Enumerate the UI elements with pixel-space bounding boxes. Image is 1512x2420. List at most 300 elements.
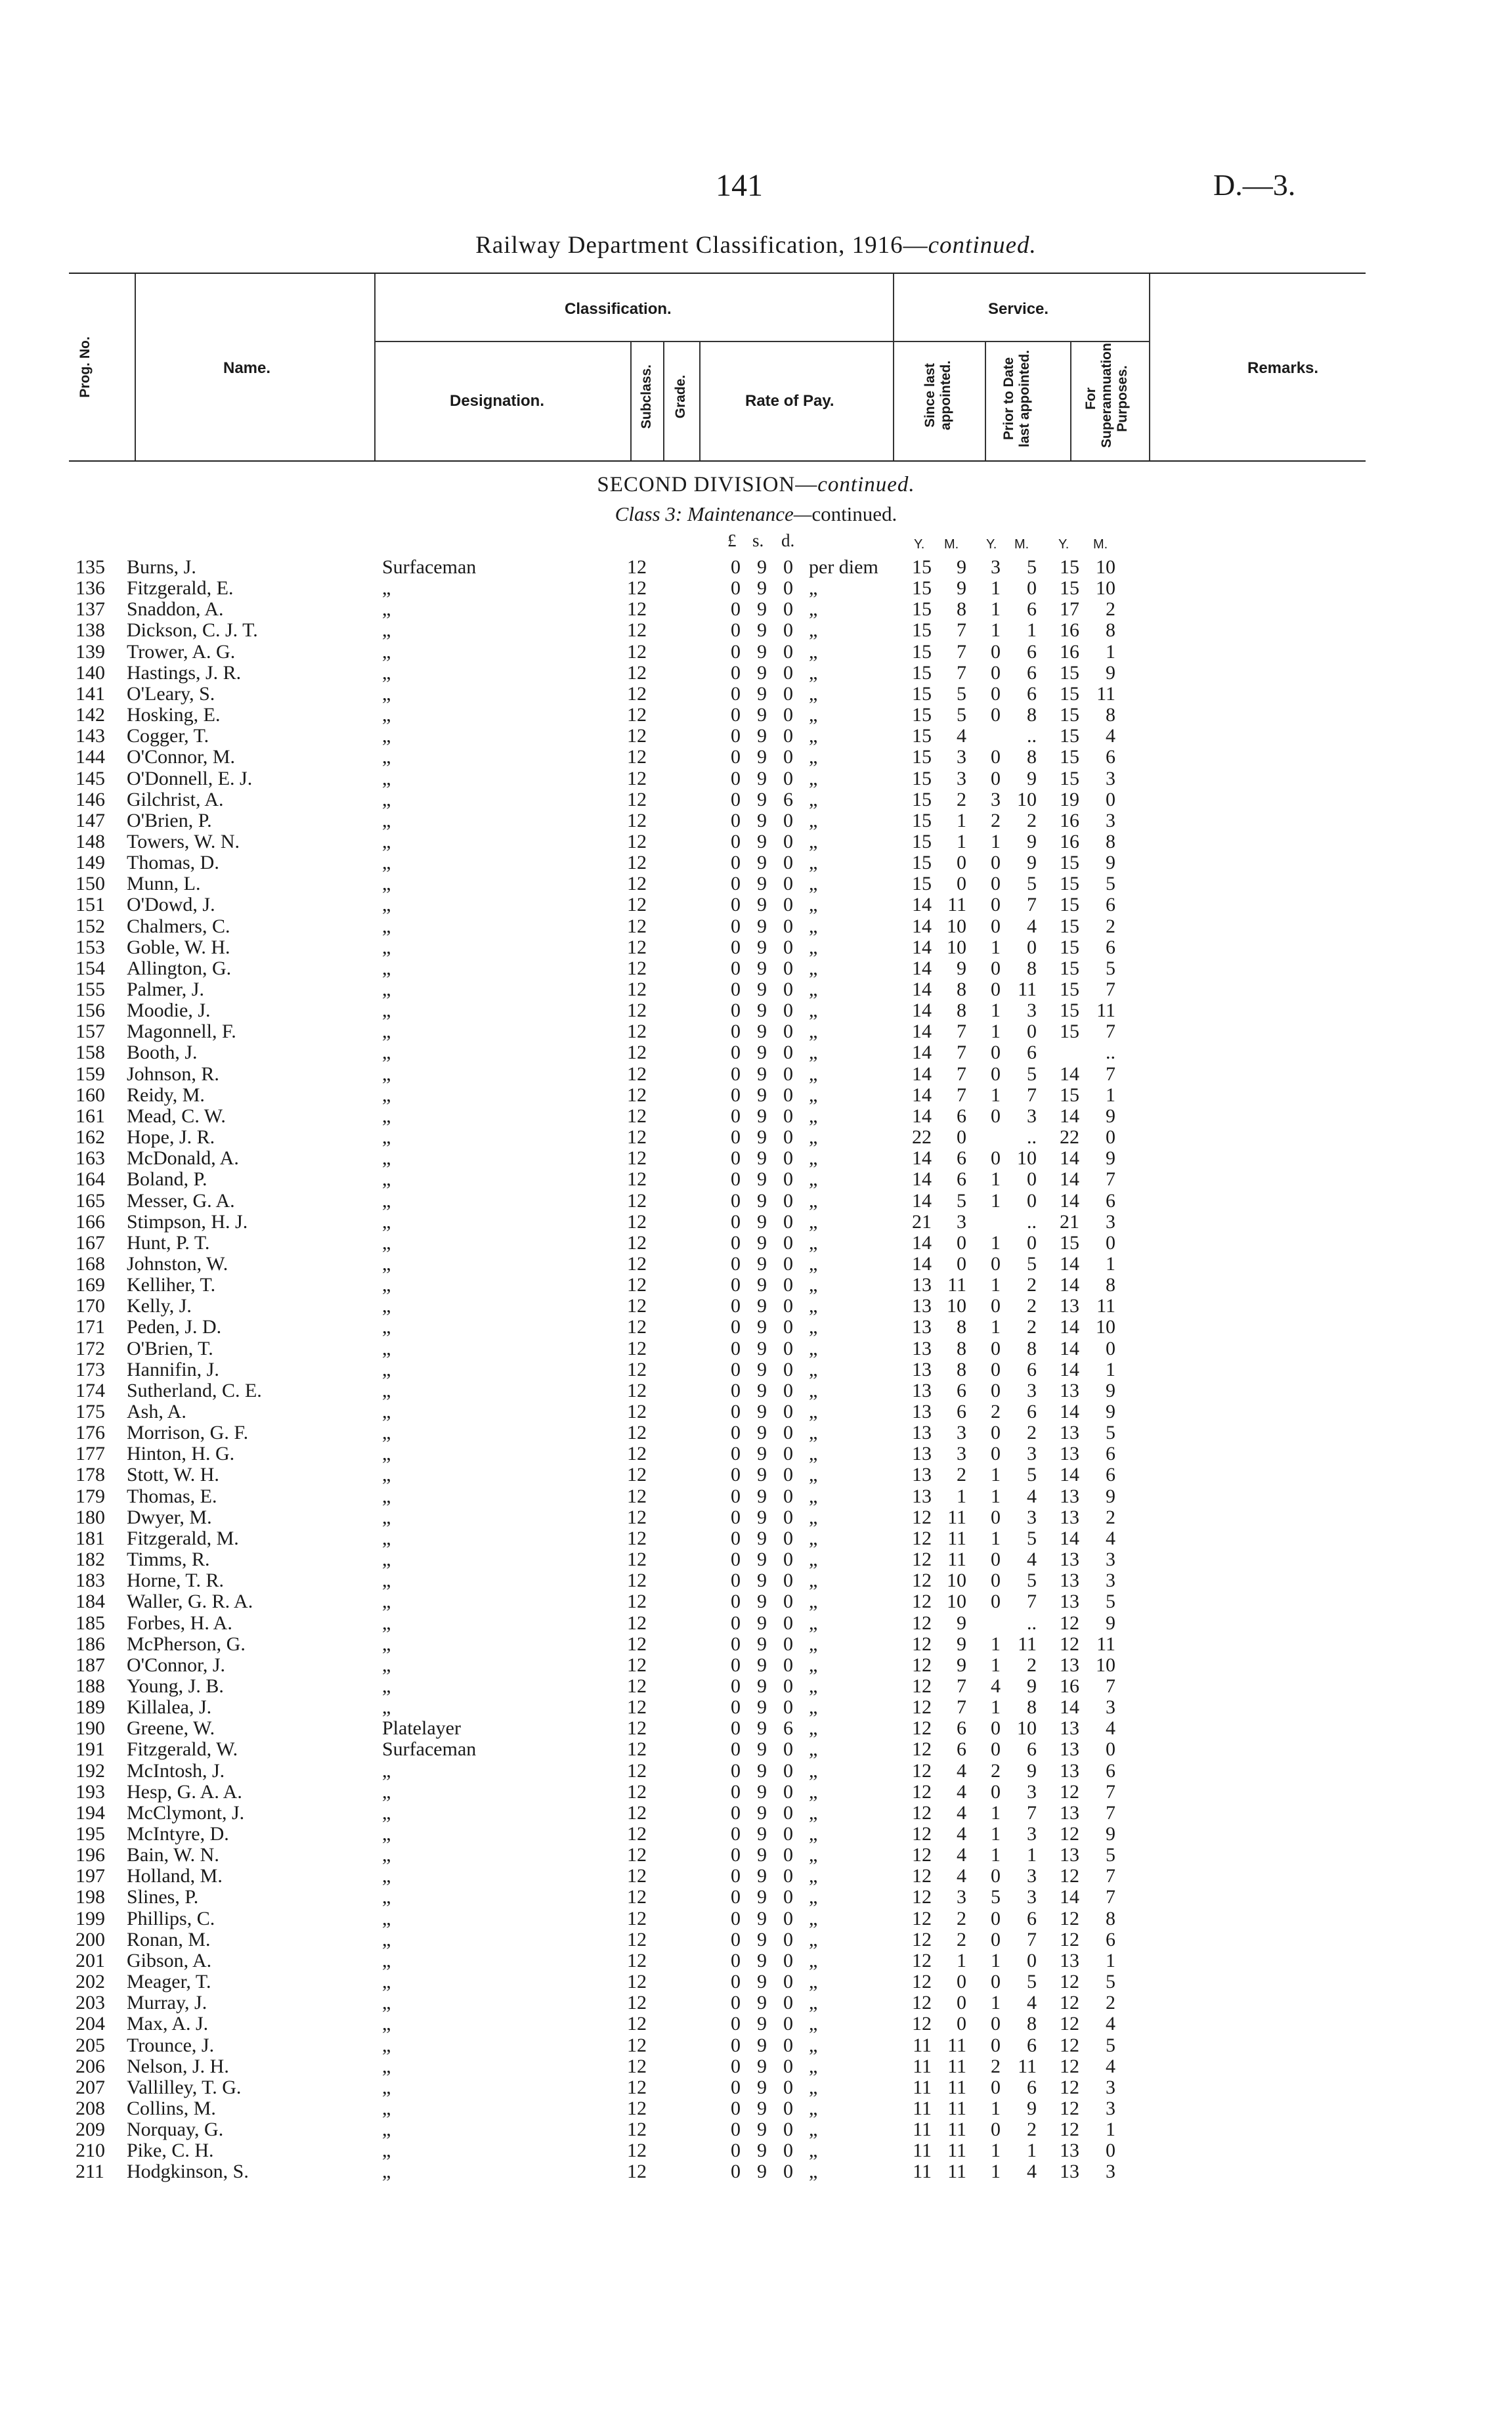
cell-super-years: 12 — [1060, 2013, 1079, 2035]
cell-super-months: 7 — [1106, 1021, 1115, 1043]
cell-name: Burns, J. — [127, 556, 196, 578]
cell-subclass: 12 — [627, 1295, 647, 1317]
table-row — [0, 1380, 1512, 1401]
cell-prog-no: 140 — [76, 661, 105, 684]
cell-designation: „ — [382, 1823, 391, 1845]
table-row — [0, 1887, 1512, 1908]
table-row — [0, 831, 1512, 852]
cell-prog-no: 162 — [76, 1126, 105, 1149]
cell-pay-shillings: 9 — [757, 873, 767, 895]
cell-since-years: 12 — [912, 1780, 932, 1803]
cell-pay-period: „ — [809, 1886, 818, 1908]
cell-name: O'Brien, T. — [127, 1337, 213, 1359]
cell-since-years: 14 — [912, 1042, 932, 1064]
cell-pay-pounds: 0 — [731, 2097, 741, 2119]
cell-pay-pence: 0 — [783, 1189, 793, 1212]
cell-since-years: 15 — [912, 598, 932, 621]
cell-pay-period: „ — [809, 1084, 818, 1106]
cell-pay-pence: 0 — [783, 682, 793, 705]
cell-prior-months: 3 — [1027, 1865, 1037, 1887]
cell-name: Slines, P. — [127, 1886, 199, 1908]
cell-name: O'Brien, P. — [127, 809, 212, 831]
cell-super-months: 3 — [1106, 1549, 1115, 1571]
cell-subclass: 12 — [627, 1401, 647, 1422]
table-row — [0, 1443, 1512, 1464]
cell-designation: „ — [382, 1358, 391, 1380]
table-row — [0, 1845, 1512, 1866]
cell-designation: „ — [382, 1252, 391, 1275]
cell-pay-shillings: 9 — [757, 1506, 767, 1528]
cell-pay-pounds: 0 — [731, 1105, 741, 1127]
cell-pay-pence: 0 — [783, 640, 793, 663]
document-code: D.—3. — [1213, 168, 1296, 202]
divider — [1070, 341, 1071, 460]
cell-prior-years: 1 — [991, 1801, 1001, 1824]
cell-prog-no: 147 — [76, 809, 105, 831]
cell-name: Bain, W. N. — [127, 1844, 219, 1866]
cell-prior-years: 0 — [991, 767, 1001, 789]
cell-pay-pounds: 0 — [731, 1358, 741, 1380]
cell-super-months: 7 — [1106, 1865, 1115, 1887]
cell-since-years: 14 — [912, 915, 932, 937]
cell-since-years: 15 — [912, 852, 932, 874]
cell-super-years: 15 — [1060, 979, 1079, 1000]
cell-subclass: 12 — [627, 1337, 647, 1359]
cell-pay-period: „ — [809, 1379, 818, 1401]
cell-pay-period: „ — [809, 1527, 818, 1549]
cell-prior-years: 0 — [991, 746, 1001, 768]
cell-since-months: 8 — [957, 979, 966, 1000]
cell-pay-shillings: 9 — [757, 1612, 767, 1634]
cell-super-months: 6 — [1106, 1928, 1115, 1950]
cell-name: Waller, G. R. A. — [127, 1591, 253, 1613]
cell-since-years: 22 — [912, 1126, 932, 1149]
cell-prior-months: 9 — [1027, 1759, 1037, 1782]
cell-name: Thomas, D. — [127, 852, 219, 874]
cell-name: Hunt, P. T. — [127, 1231, 210, 1254]
cell-prog-no: 157 — [76, 1021, 105, 1043]
cell-super-months: 9 — [1106, 852, 1115, 874]
cell-super-years: 13 — [1060, 1295, 1079, 1317]
cell-prog-no: 163 — [76, 1147, 105, 1170]
cell-pay-pence: 0 — [783, 1633, 793, 1655]
cell-pay-pounds: 0 — [731, 2055, 741, 2077]
cell-since-years: 12 — [912, 1844, 932, 1866]
cell-subclass: 12 — [627, 1316, 647, 1338]
cell-pay-shillings: 9 — [757, 2013, 767, 2035]
header-for-superannuation: For Superannuation Purposes. — [1083, 343, 1130, 448]
cell-prog-no: 143 — [76, 725, 105, 747]
cell-prog-no: 193 — [76, 1780, 105, 1803]
cell-pay-pence: 0 — [783, 1928, 793, 1950]
cell-pay-shillings: 9 — [757, 1633, 767, 1655]
cell-since-years: 12 — [912, 1675, 932, 1697]
cell-designation: „ — [382, 1886, 391, 1908]
cell-name: Trounce, J. — [127, 2034, 215, 2056]
cell-designation: „ — [382, 1591, 391, 1613]
cell-super-years: 12 — [1060, 1907, 1079, 1929]
divider — [135, 274, 136, 460]
cell-pay-period: „ — [809, 1738, 818, 1761]
header-grade: Grade. — [673, 374, 688, 419]
cell-pay-pounds: 0 — [731, 1612, 741, 1634]
cell-subclass: 12 — [627, 1823, 647, 1845]
cell-pay-period: „ — [809, 830, 818, 852]
cell-since-years: 13 — [912, 1337, 932, 1359]
cell-subclass: 12 — [627, 1907, 647, 1929]
cell-since-years: 15 — [912, 809, 932, 831]
cell-pay-pence: 0 — [783, 1042, 793, 1064]
cell-prior-months: 4 — [1027, 1992, 1037, 2014]
cell-prior-years: 1 — [991, 936, 1001, 958]
cell-pay-pence: 0 — [783, 2076, 793, 2098]
cell-pay-pence: 0 — [783, 1780, 793, 1803]
cell-subclass: 12 — [627, 788, 647, 810]
cell-prog-no: 169 — [76, 1274, 105, 1296]
cell-since-months: 0 — [957, 1971, 966, 1993]
table-row — [0, 789, 1512, 810]
cell-super-months: 8 — [1106, 704, 1115, 726]
cell-designation: „ — [382, 725, 391, 747]
cell-designation: „ — [382, 1168, 391, 1191]
cell-prior-years: 0 — [991, 2076, 1001, 2098]
cell-designation: „ — [382, 979, 391, 1000]
cell-prior-years: 0 — [991, 1042, 1001, 1064]
cell-since-years: 11 — [913, 2034, 932, 2056]
cell-pay-pounds: 0 — [731, 1443, 741, 1465]
cell-prior-years: 1 — [991, 1464, 1001, 1486]
cell-pay-pounds: 0 — [731, 1823, 741, 1845]
cell-super-months: 4 — [1106, 2055, 1115, 2077]
cell-prior-years: 0 — [991, 1295, 1001, 1317]
cell-pay-period: „ — [809, 894, 818, 916]
cell-name: Phillips, C. — [127, 1907, 215, 1929]
table-row — [0, 1676, 1512, 1697]
cell-super-years: 13 — [1060, 1801, 1079, 1824]
cell-since-years: 12 — [912, 1801, 932, 1824]
cell-super-months: 8 — [1106, 830, 1115, 852]
cell-name: McClymont, J. — [127, 1801, 245, 1824]
cell-pay-shillings: 9 — [757, 1358, 767, 1380]
cell-designation: „ — [382, 873, 391, 895]
cell-since-months: 0 — [957, 852, 966, 874]
cell-super-months: 7 — [1106, 1063, 1115, 1085]
cell-pay-shillings: 9 — [757, 1928, 767, 1950]
cell-since-months: 9 — [957, 556, 966, 578]
cell-subclass: 12 — [627, 1358, 647, 1380]
cell-super-months: 9 — [1106, 1612, 1115, 1634]
cell-name: O'Donnell, E. J. — [127, 767, 253, 789]
cell-prior-months: 9 — [1027, 1675, 1037, 1697]
divider — [893, 274, 894, 460]
cell-pay-shillings: 9 — [757, 1210, 767, 1233]
cell-name: Morrison, G. F. — [127, 1422, 249, 1444]
cell-since-months: 11 — [947, 1506, 966, 1528]
cell-prog-no: 137 — [76, 598, 105, 621]
cell-super-years: 14 — [1060, 1252, 1079, 1275]
cell-since-months: 6 — [957, 1105, 966, 1127]
cell-super-years: 15 — [1060, 1084, 1079, 1106]
cell-pay-pence: 0 — [783, 556, 793, 578]
cell-designation: „ — [382, 746, 391, 768]
cell-super-months: 4 — [1106, 725, 1115, 747]
table-row — [0, 1401, 1512, 1422]
cell-super-years: 21 — [1060, 1210, 1079, 1233]
cell-prior-months: 8 — [1027, 704, 1037, 726]
cell-prog-no: 168 — [76, 1252, 105, 1275]
cell-prior-months: 10 — [1017, 1717, 1037, 1740]
cell-designation: „ — [382, 1147, 391, 1170]
cell-pay-pence: 0 — [783, 1801, 793, 1824]
cell-pay-pounds: 0 — [731, 2140, 741, 2162]
cell-since-months: 11 — [947, 894, 966, 916]
cell-pay-pounds: 0 — [731, 1696, 741, 1719]
cell-prog-no: 173 — [76, 1358, 105, 1380]
cell-since-years: 13 — [912, 1401, 932, 1422]
cell-pay-pence: 0 — [783, 1886, 793, 1908]
cell-pay-pence: 0 — [783, 1654, 793, 1676]
cell-pay-pounds: 0 — [731, 1168, 741, 1191]
cell-pay-pence: 0 — [783, 1358, 793, 1380]
cell-since-months: 2 — [957, 1928, 966, 1950]
cell-designation: „ — [382, 809, 391, 831]
cell-pay-pounds: 0 — [731, 1907, 741, 1929]
cell-pay-pence: 0 — [783, 1612, 793, 1634]
cell-prior-months: 7 — [1027, 1084, 1037, 1106]
cell-subclass: 12 — [627, 894, 647, 916]
table-row — [0, 937, 1512, 958]
cell-pay-shillings: 9 — [757, 2119, 767, 2141]
cell-super-years: 14 — [1060, 1527, 1079, 1549]
cell-pay-pounds: 0 — [731, 873, 741, 895]
cell-designation: „ — [382, 1042, 391, 1064]
cell-super-months: 6 — [1106, 936, 1115, 958]
cell-pay-pounds: 0 — [731, 1274, 741, 1296]
cell-prior-years: 1 — [991, 1992, 1001, 2014]
cell-prog-no: 172 — [76, 1337, 105, 1359]
cell-super-months: 0 — [1106, 788, 1115, 810]
cell-since-months: 11 — [947, 2119, 966, 2141]
cell-prog-no: 190 — [76, 1717, 105, 1740]
cell-prior-months: 4 — [1027, 1485, 1037, 1507]
cell-since-months: 2 — [957, 788, 966, 810]
cell-name: Hesp, G. A. A. — [127, 1780, 242, 1803]
cell-designation: „ — [382, 2034, 391, 2056]
cell-since-months: 7 — [957, 1021, 966, 1043]
cell-since-years: 15 — [912, 788, 932, 810]
cell-prog-no: 187 — [76, 1654, 105, 1676]
cell-subclass: 12 — [627, 1654, 647, 1676]
cell-pay-pounds: 0 — [731, 1063, 741, 1085]
cell-pay-shillings: 9 — [757, 556, 767, 578]
cell-super-months: 10 — [1096, 1654, 1115, 1676]
table-row — [0, 2013, 1512, 2035]
cell-pay-pounds: 0 — [731, 1231, 741, 1254]
cell-pay-shillings: 9 — [757, 1759, 767, 1782]
cell-super-months: 1 — [1106, 1358, 1115, 1380]
cell-prog-no: 209 — [76, 2119, 105, 2141]
cell-prior-months: 11 — [1018, 2055, 1037, 2077]
cell-pay-pounds: 0 — [731, 1316, 741, 1338]
cell-super-years: 15 — [1060, 957, 1079, 979]
cell-prior-years: 1 — [991, 1231, 1001, 1254]
cell-pay-shillings: 9 — [757, 915, 767, 937]
cell-pay-pounds: 0 — [731, 830, 741, 852]
cell-prior-years: 1 — [991, 2161, 1001, 2183]
cell-pay-pounds: 0 — [731, 1971, 741, 1993]
cell-pay-pence: 0 — [783, 1084, 793, 1106]
cell-name: Norquay, G. — [127, 2119, 224, 2141]
cell-super-months: 1 — [1106, 1949, 1115, 1971]
cell-pay-pence: 0 — [783, 1147, 793, 1170]
cell-subclass: 12 — [627, 2140, 647, 2162]
cell-prior-years: 0 — [991, 1147, 1001, 1170]
cell-subclass: 12 — [627, 1379, 647, 1401]
cell-pay-pounds: 0 — [731, 661, 741, 684]
cell-pay-pounds: 0 — [731, 725, 741, 747]
cell-pay-period: „ — [809, 1337, 818, 1359]
cell-since-months: 11 — [947, 1527, 966, 1549]
cell-prior-years: 0 — [991, 979, 1001, 1000]
cell-since-months: 5 — [957, 682, 966, 705]
cell-prior-years: 0 — [991, 1252, 1001, 1275]
cell-super-years: 16 — [1060, 809, 1079, 831]
header-prior-to-date: Prior to Date last appointed. — [1001, 349, 1032, 448]
cell-pay-period: „ — [809, 809, 818, 831]
cell-super-months: 9 — [1106, 661, 1115, 684]
cell-since-months: 11 — [947, 2097, 966, 2119]
cell-name: Hannifin, J. — [127, 1358, 219, 1380]
cell-pay-period: „ — [809, 1591, 818, 1613]
cell-designation: „ — [382, 2140, 391, 2162]
cell-since-months: 11 — [947, 2055, 966, 2077]
cell-name: Fitzgerald, M. — [127, 1527, 239, 1549]
cell-super-years: 14 — [1060, 1189, 1079, 1212]
cell-pay-shillings: 9 — [757, 1147, 767, 1170]
cell-pay-pence: 0 — [783, 2055, 793, 2077]
cell-prior-months: 6 — [1027, 1907, 1037, 1929]
cell-super-months: 10 — [1096, 577, 1115, 600]
cell-prior-years: 0 — [991, 1865, 1001, 1887]
cell-since-months: 10 — [947, 1591, 966, 1613]
cell-prog-no: 142 — [76, 704, 105, 726]
cell-super-years: 13 — [1060, 1844, 1079, 1866]
cell-name: Murray, J. — [127, 1992, 207, 2014]
cell-super-months: 2 — [1106, 915, 1115, 937]
cell-pay-pounds: 0 — [731, 1422, 741, 1444]
cell-since-months: 9 — [957, 957, 966, 979]
cell-since-years: 14 — [912, 1168, 932, 1191]
cell-pay-pence: 0 — [783, 767, 793, 789]
table-row — [0, 2077, 1512, 2098]
cell-pay-pence: 0 — [783, 1443, 793, 1465]
cell-pay-pence: 0 — [783, 1591, 793, 1613]
cell-super-years: 15 — [1060, 661, 1079, 684]
cell-since-years: 13 — [912, 1422, 932, 1444]
cell-pay-shillings: 9 — [757, 809, 767, 831]
cell-prior-months: 8 — [1027, 1337, 1037, 1359]
cell-pay-pounds: 0 — [731, 2119, 741, 2141]
cell-super-months: 0 — [1106, 1337, 1115, 1359]
cell-since-years: 15 — [912, 873, 932, 895]
cell-designation: „ — [382, 619, 391, 642]
cell-prior-years: 0 — [991, 2119, 1001, 2141]
cell-prog-no: 186 — [76, 1633, 105, 1655]
cell-designation: „ — [382, 1675, 391, 1697]
table-row — [0, 1106, 1512, 1127]
section-title-main: SECOND DIVISION— — [597, 473, 818, 496]
table-row — [0, 1739, 1512, 1760]
cell-prior-months: 2 — [1027, 1316, 1037, 1338]
cell-prog-no: 201 — [76, 1949, 105, 1971]
cell-prior-months: 1 — [1027, 1844, 1037, 1866]
cell-pay-period: „ — [809, 2013, 818, 2035]
cell-super-months: 5 — [1106, 1591, 1115, 1613]
cell-name: Hastings, J. R. — [127, 661, 242, 684]
cell-pay-pounds: 0 — [731, 598, 741, 621]
cell-since-years: 14 — [912, 1231, 932, 1254]
divider — [374, 274, 376, 460]
cell-super-years: 15 — [1060, 936, 1079, 958]
cell-prog-no: 136 — [76, 577, 105, 600]
cell-prior-years: 0 — [991, 1379, 1001, 1401]
cell-super-months: 11 — [1096, 1633, 1115, 1655]
cell-since-years: 12 — [912, 1759, 932, 1782]
cell-pay-period: „ — [809, 873, 818, 895]
cell-since-years: 12 — [912, 1527, 932, 1549]
cell-prior-months: 0 — [1027, 1021, 1037, 1043]
cell-subclass: 12 — [627, 957, 647, 979]
cell-pay-pounds: 0 — [731, 1992, 741, 2014]
cell-since-months: 4 — [957, 1844, 966, 1866]
cell-pay-shillings: 9 — [757, 1295, 767, 1317]
cell-name: Messer, G. A. — [127, 1189, 235, 1212]
cell-designation: „ — [382, 1928, 391, 1950]
cell-since-years: 14 — [912, 936, 932, 958]
cell-super-years: 15 — [1060, 704, 1079, 726]
cell-name: Fitzgerald, E. — [127, 577, 234, 600]
cell-name: Forbes, H. A. — [127, 1612, 232, 1634]
cell-name: Dwyer, M. — [127, 1506, 212, 1528]
cell-pay-pounds: 0 — [731, 682, 741, 705]
cell-pay-period: „ — [809, 1042, 818, 1064]
table-row — [0, 873, 1512, 894]
cell-designation: „ — [382, 957, 391, 979]
cell-super-years: 12 — [1060, 2097, 1079, 2119]
table-row — [0, 599, 1512, 620]
cell-pay-shillings: 9 — [757, 577, 767, 600]
cell-pay-pounds: 0 — [731, 1801, 741, 1824]
cell-subclass: 12 — [627, 1443, 647, 1465]
cell-subclass: 12 — [627, 2097, 647, 2119]
unit-years-since: Y. — [914, 537, 925, 552]
cell-designation: „ — [382, 1021, 391, 1043]
cell-pay-shillings: 9 — [757, 725, 767, 747]
cell-since-months: 0 — [957, 1126, 966, 1149]
cell-super-years: 14 — [1060, 1401, 1079, 1422]
cell-pay-shillings: 9 — [757, 2055, 767, 2077]
cell-prior-months: 0 — [1027, 577, 1037, 600]
cell-prog-no: 188 — [76, 1675, 105, 1697]
cell-pay-period: „ — [809, 1992, 818, 2014]
cell-subclass: 12 — [627, 1506, 647, 1528]
cell-super-years: 14 — [1060, 1464, 1079, 1486]
cell-since-years: 12 — [912, 1949, 932, 1971]
cell-pay-pence: 0 — [783, 1971, 793, 1993]
cell-pay-period: „ — [809, 577, 818, 600]
cell-super-years: 14 — [1060, 1358, 1079, 1380]
cell-pay-pounds: 0 — [731, 809, 741, 831]
